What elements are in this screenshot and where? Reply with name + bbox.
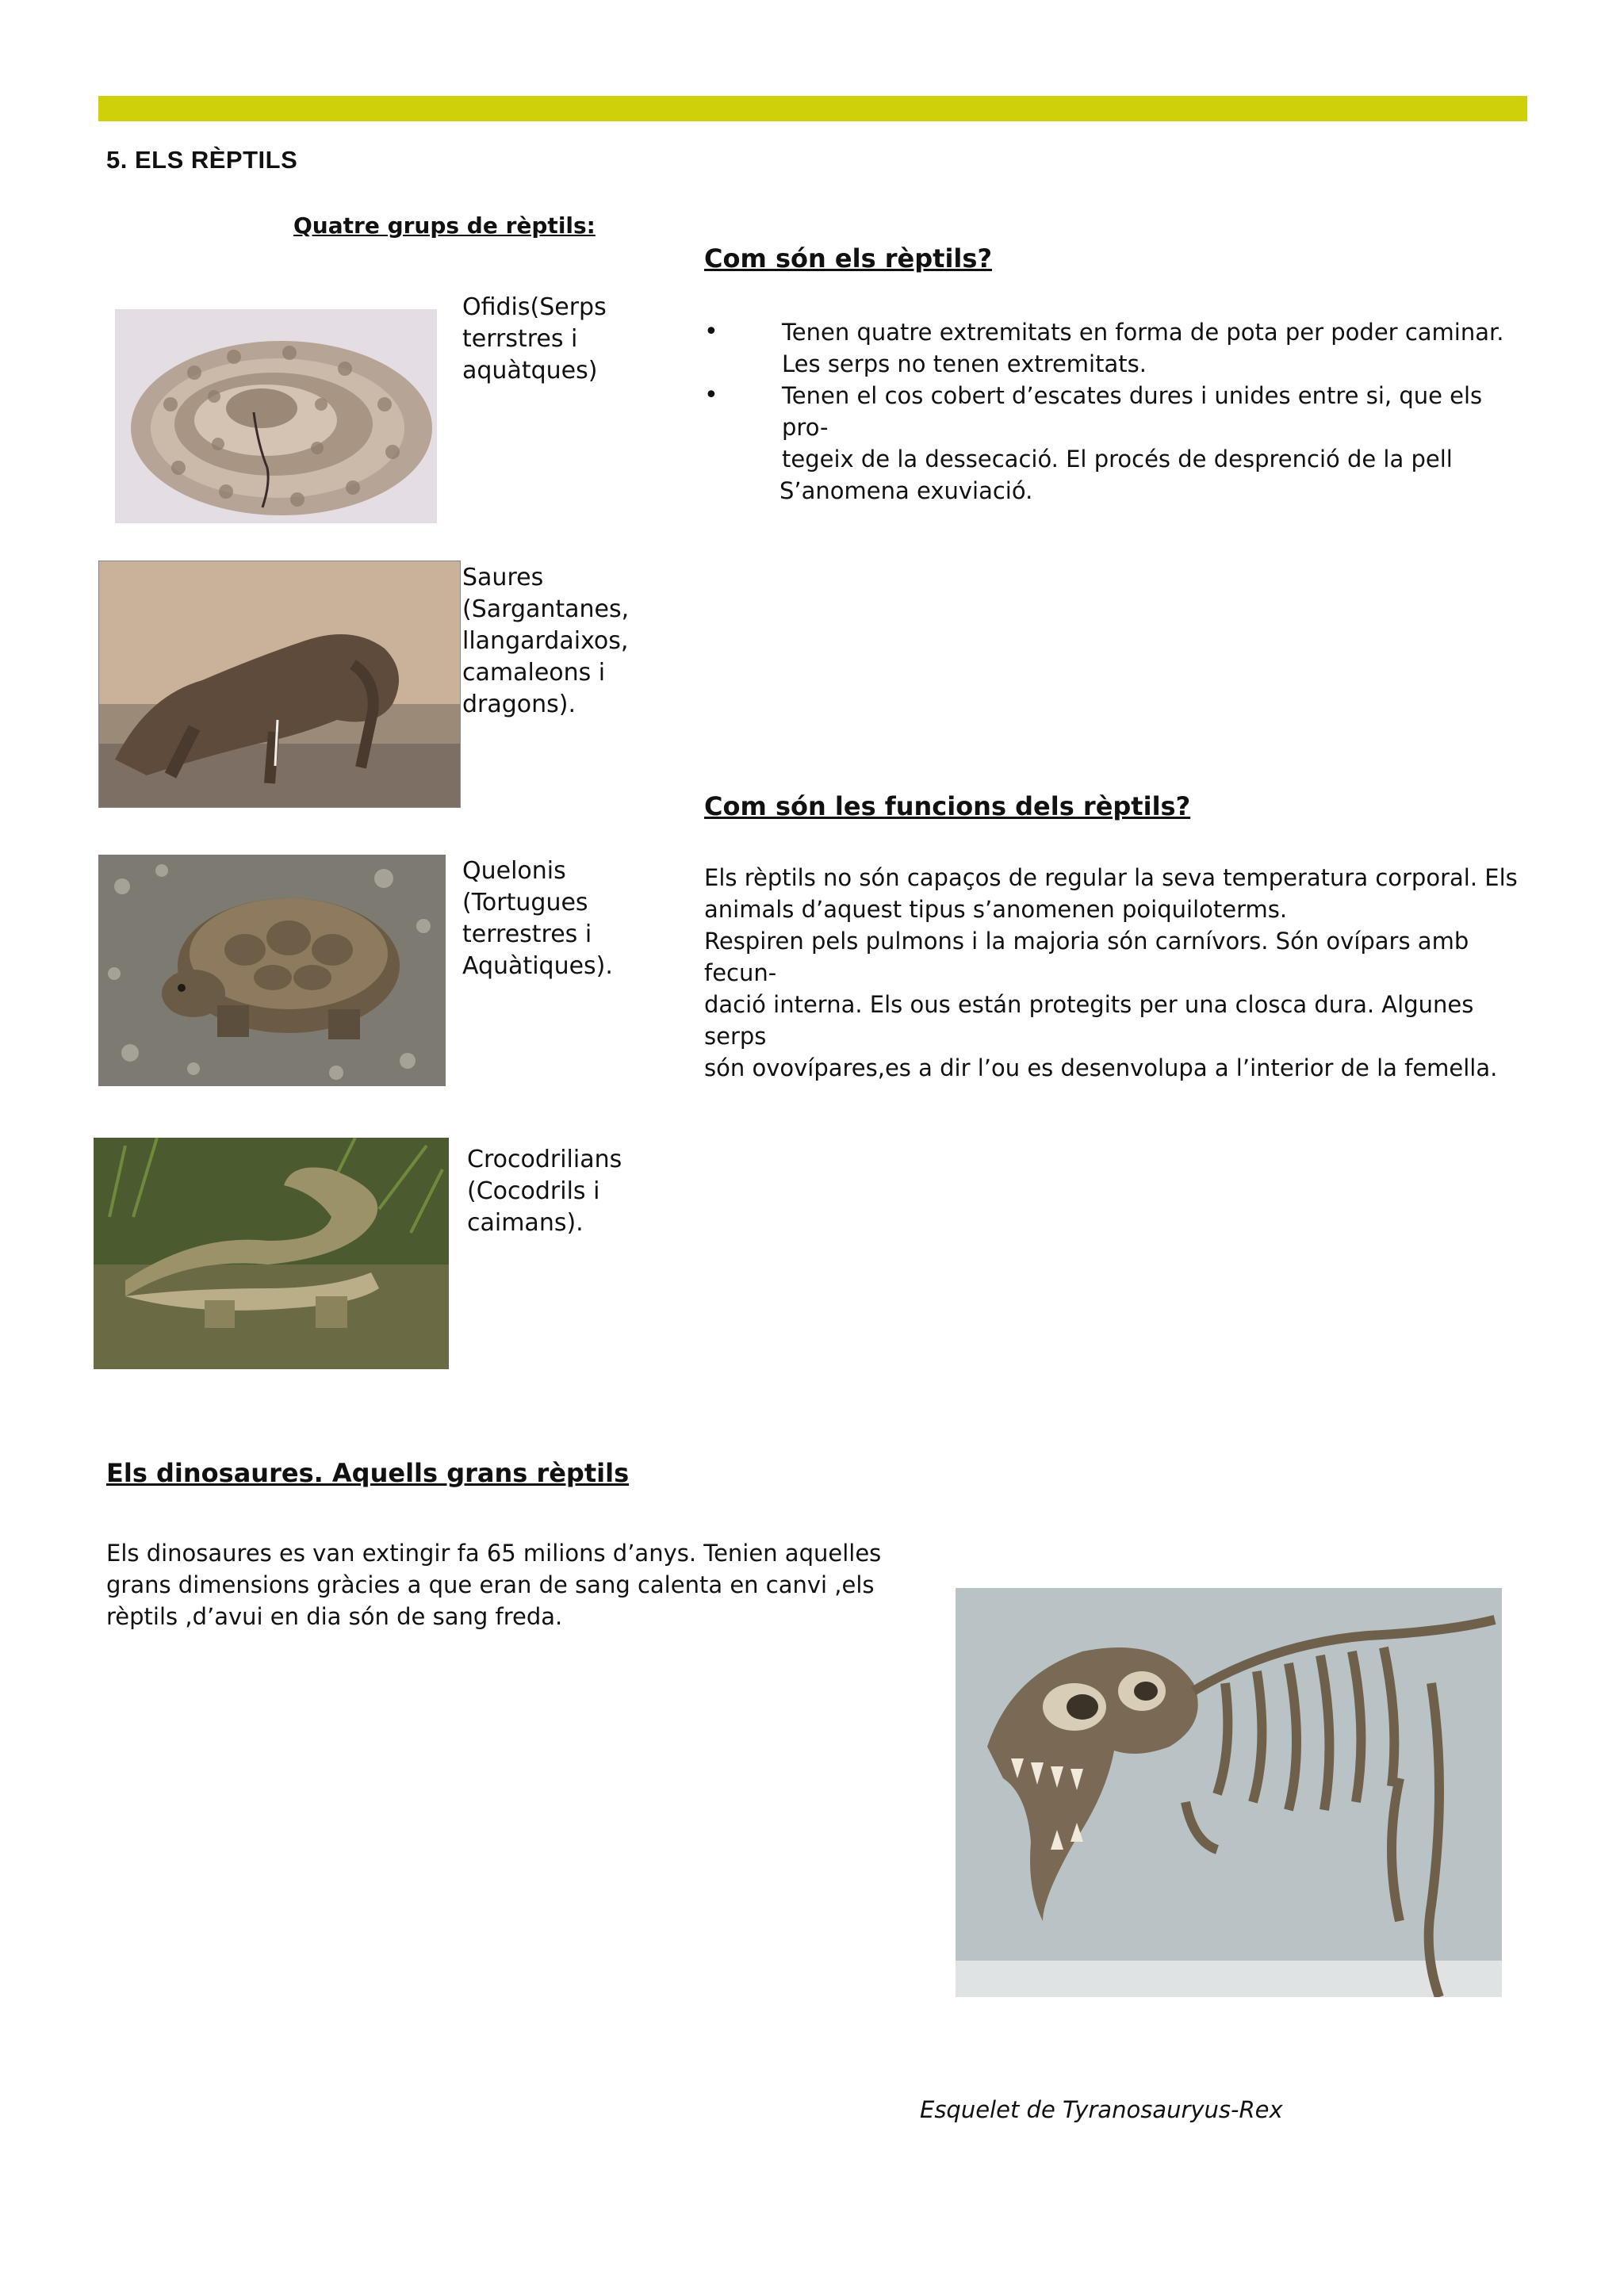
- dinosaurs-paragraph: Els dinosaures es van extingir fa 65 milions d’anys. Tenien aquelles grans dimensions gràcies a que eran de sang calenta en canvi ,els rèptils ,d’avui en dia són de sang freda.: [106, 1540, 882, 1630]
- crocodile-photo: [94, 1138, 449, 1369]
- tortoise-photo: [98, 855, 446, 1086]
- groups-heading: Quatre grups de rèptils:: [293, 212, 596, 239]
- how-are-heading: Com són els rèptils?: [704, 243, 992, 274]
- snake-photo: [115, 309, 437, 523]
- list-item: • Tenen el cos cobert d’escates dures i unides entre si, que els pro- tegeix de la dessecació. El procés de desprenció de la pell: [704, 381, 1483, 473]
- exuviation-line: S’anomena exuviació.: [779, 477, 1033, 504]
- top-accent-bar: [98, 96, 1527, 121]
- functions-heading: Com són les funcions dels rèptils?: [704, 791, 1191, 821]
- section-title: 5. ELS RÈPTILS: [106, 146, 298, 174]
- group-label-saures: Saures (Sargantanes, llangardaixos, camaleons i dragons).: [462, 564, 630, 718]
- dinosaurs-heading: Els dinosaures. Aquells grans rèptils: [106, 1458, 630, 1488]
- lizard-photo: [98, 561, 461, 808]
- group-label-ofidis: Ofidis(Serps terrstres i aquàtques): [462, 293, 607, 385]
- trex-skeleton-photo: [956, 1588, 1502, 1997]
- functions-paragraph: Els rèptils no són capaços de regular la seva temperatura corporal. Els animals d’aquest tipus s’anomenen poiquiloterms. Respiren pels pulmons i la majoria són carnívors. Són ovípars amb fecun- dació interna. Els ous están protegits per una closca dura. Algunes serps són ovovípares,es a dir l’ou es desenvolupa a l’interior de la femella.: [704, 864, 1518, 1081]
- group-label-quelonis: Quelonis (Tortugues terrestres i Aquàtiques).: [462, 857, 613, 980]
- group-label-crocodrilians: Crocodrilians (Cocodrils i caimans).: [467, 1146, 622, 1237]
- how-are-list: [704, 316, 1529, 507]
- list-item: • Tenen quatre extremitats en forma de pota per poder caminar. Les serps no tenen extremitats.: [704, 318, 1504, 377]
- trex-caption: Esquelet de Tyranosauryus-Rex: [920, 2096, 1283, 2123]
